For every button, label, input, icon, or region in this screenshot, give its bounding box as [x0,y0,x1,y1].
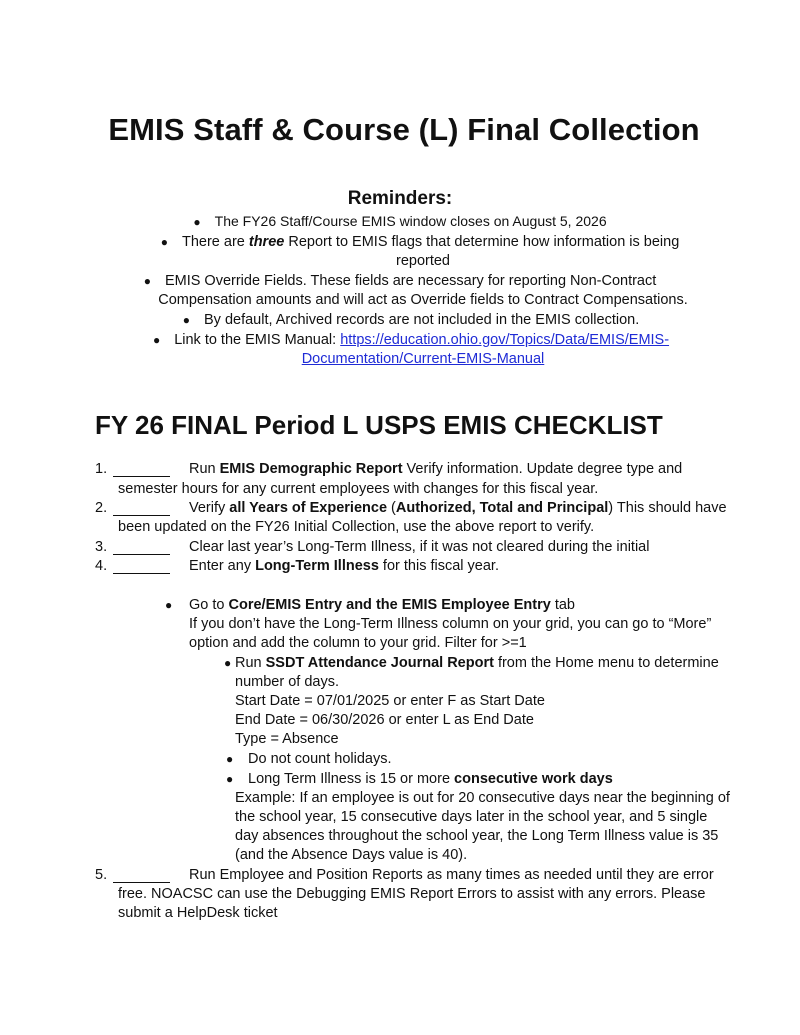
example-text: the school year, 15 consecutive days later in the school year, and 5 single [235,809,708,825]
item-text-continuation: semester hours for any current employees with changes for this fiscal year. [118,481,599,497]
item-text-part: Enter any [189,558,256,574]
emis-manual-link[interactable]: https://education.ohio.gov/Topics/Data/EMIS/EMIS- [340,332,670,348]
reminder-text: Compensation amounts and will act as Override fields to Contract Compensations. [158,292,688,308]
item-number: 2. [95,500,108,516]
example-text: Example: If an employee is out for 20 consecutive days near the beginning of [235,790,730,806]
end-date-text: End Date = 06/30/2026 or enter L as End Date [235,712,534,728]
reminder-text: reported [395,253,450,269]
bullet-icon: ● [160,235,168,249]
item-text [189,460,682,480]
item-text [189,557,499,577]
item-text-continuation: number of days. [235,674,339,690]
reminder-continuation [0,252,800,271]
item-text-continuation: submit a HelpDesk ticket [118,905,278,921]
reminder-text: There are [181,234,249,250]
item-text-continuation: If you don’t have the Long-Term Illness column on your grid, you can go to “More” [189,616,712,632]
item-number: 4. [95,558,108,574]
item-text-part: Verify information. Update degree type and [402,461,683,477]
reminder-item [0,272,800,291]
bullet-icon: ● [152,333,161,347]
checkbox-blank[interactable] [113,501,170,516]
checkbox-blank[interactable] [113,462,170,477]
emphasis-text: three [248,234,285,250]
bullet-icon: ● [165,598,173,612]
reminder-text: The FY26 Staff/Course EMIS window closes on August 5, 2026 [214,213,607,229]
bullet-icon: ● [193,215,201,229]
item-text: Clear last year’s Long-Term Illness, if it was not cleared during the initial [189,539,650,555]
item-bold-text: SSDT Attendance Journal Report [265,655,494,671]
bullet-icon: ● [182,313,190,327]
item-number: 5. [95,867,108,883]
reminder-text: Report to EMIS flags that determine how information is being [284,234,680,250]
item-bold-text: Core/EMIS Entry and the EMIS Employee Entry [228,597,551,613]
item-text-part: Run [189,461,220,477]
reminder-item [40,233,800,252]
item-text-part: Run [235,655,266,671]
example-text: (and the Absence Days value is 40). [235,847,468,863]
item-bold-text: consecutive work days [454,771,613,787]
reminder-text: By default, Archived records are not included in the EMIS collection. [204,312,640,328]
item-text [189,596,575,616]
reminder-item [0,311,800,330]
item-text-continuation: option and add the column to your grid. Filter for >=1 [189,635,527,651]
bullet-icon: ● [226,752,234,766]
item-text-part: from the Home menu to determine [493,655,719,671]
item-bold-text: EMIS Demographic Report [219,461,403,477]
bullet-icon: ● [224,656,232,670]
item-text-part: tab [550,597,575,613]
checkbox-blank[interactable] [113,868,170,883]
item-text [189,499,727,519]
checkbox-blank[interactable] [113,559,170,574]
reminder-item [0,331,800,350]
item-text [248,770,613,790]
item-text-part: ) This should have [608,500,727,516]
reminders-heading: Reminders: [347,188,453,209]
bullet-icon: ● [226,772,234,786]
reminder-text: EMIS Override Fields. These fields are necessary for reporting Non-Contract [164,273,657,289]
item-number: 1. [95,461,108,477]
page-title: EMIS Staff & Course (L) Final Collection [108,112,700,147]
item-text-continuation: free. NOACSC can use the Debugging EMIS Report Errors to assist with any errors. Please [118,886,706,902]
item-text [235,654,719,674]
start-date-text: Start Date = 07/01/2025 or enter F as Start Date [235,693,545,709]
emis-manual-link-continued[interactable]: Documentation/Current-EMIS-Manual [301,351,545,367]
reminder-text: Link to the EMIS Manual: [174,332,341,348]
type-text: Type = Absence [235,731,339,747]
item-text-part: Long Term Illness is 15 or more [248,771,455,787]
item-text-part: ( [387,500,396,516]
bullet-icon: ● [143,274,151,288]
item-number: 3. [95,539,108,555]
reminder-item [0,212,800,232]
item-text-part: for this fiscal year. [378,558,499,574]
item-text-continuation: been updated on the FY26 Initial Collection, use the above report to verify. [118,519,595,535]
example-text: day absences throughout the school year, the Long Term Illness value is 35 [235,828,719,844]
item-bold-text: Authorized, Total and Principal [395,500,609,516]
item-bold-text: all Years of Experience [229,500,388,516]
checklist-heading: FY 26 FINAL Period L USPS EMIS CHECKLIST [95,410,663,440]
item-text: Run Employee and Position Reports as many times as needed until they are error [189,867,714,883]
item-bold-text: Long-Term Illness [255,558,379,574]
item-text-part: Go to [189,597,229,613]
checkbox-blank[interactable] [113,540,170,555]
reminder-continuation [0,350,800,369]
reminder-continuation [0,291,800,310]
item-text-part: Verify [189,500,230,516]
item-text: Do not count holidays. [248,751,392,767]
